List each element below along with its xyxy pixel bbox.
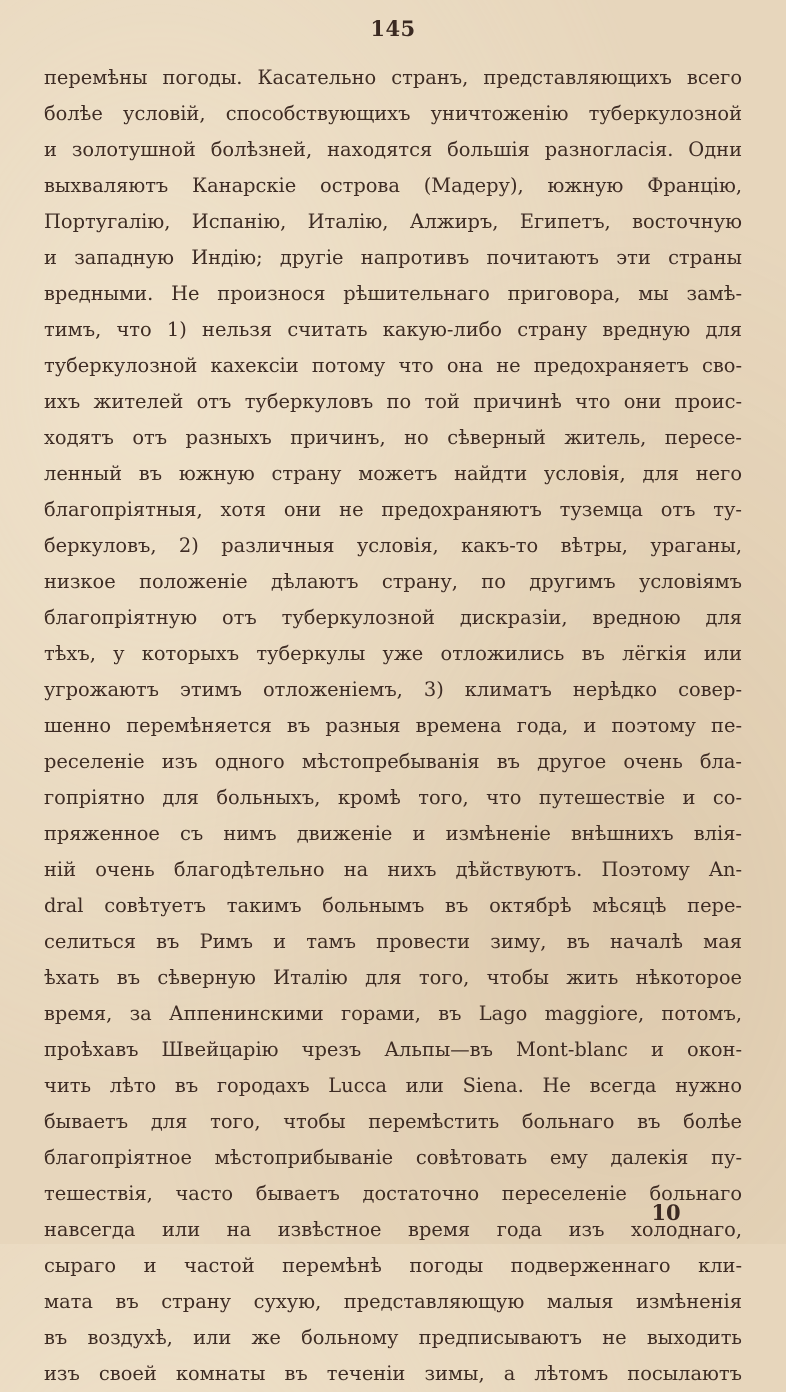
text-line: ходятъ отъ разныхъ причинъ, но сѣверный житель, пересе- [44, 426, 742, 449]
text-line: туберкулозной кахексіи потому что она не предохраняетъ сво- [44, 354, 742, 377]
text-line: болѣе условій, способствующихъ уничтоженію туберкулозной [44, 102, 742, 125]
text-line: ній очень благодѣтельно на нихъ дѣйствуютъ. Поэтому An- [44, 858, 742, 881]
text-line: шенно перемѣняется въ разныя времена года, и поэтому пе- [44, 714, 742, 737]
signature-mark: 10 [651, 1200, 681, 1225]
text-line: тешествія, часто бываетъ достаточно переселеніе больнаго [44, 1182, 742, 1205]
text-line: въ воздухѣ, или же больному предписываютъ не выходить [44, 1326, 742, 1349]
text-line: гопріятно для больныхъ, кромѣ того, что путешествіе и со- [44, 786, 742, 809]
text-line: тимъ, что 1) нельзя считать какую-либо страну вредную для [44, 318, 742, 341]
text-line: dral совѣтуетъ такимъ больнымъ въ октябрѣ мѣсяцѣ пере- [44, 894, 742, 917]
text-line: благопріятное мѣстоприбываніе совѣтовать ему далекія пу- [44, 1146, 742, 1169]
text-line: селиться въ Римъ и тамъ провести зиму, въ началѣ мая [44, 930, 742, 953]
text-line: навсегда или на извѣстное время года изъ холоднаго, [44, 1218, 742, 1241]
text-line: беркуловъ, 2) различныя условія, какъ-то вѣтры, ураганы, [44, 534, 742, 557]
page-number: 145 [370, 16, 416, 41]
text-line: бываетъ для того, чтобы перемѣстить больнаго въ болѣе [44, 1110, 742, 1133]
text-line: чить лѣто въ городахъ Lucca или Siena. Не всегда нужно [44, 1074, 742, 1097]
text-line: пряженное съ нимъ движеніе и измѣненіе внѣшнихъ влія- [44, 822, 742, 845]
text-line: тѣхъ, у которыхъ туберкулы уже отложились въ лёгкія или [44, 642, 742, 665]
text-line: мата въ страну сухую, представляющую малыя измѣненія [44, 1290, 742, 1313]
text-line: низкое положеніе дѣлаютъ страну, по другимъ условіямъ [44, 570, 742, 593]
text-line: вредными. Не произнося рѣшительнаго приговора, мы замѣ- [44, 282, 742, 305]
text-line: время, за Аппенинскими горами, въ Lago maggiore, потомъ, [44, 1002, 742, 1025]
text-line: благопріятную отъ туберкулозной дискразіи, вредною для [44, 606, 742, 629]
body-text [44, 60, 742, 1392]
text-line: ихъ жителей отъ туберкуловъ по той причинѣ что они проис- [44, 390, 742, 413]
text-line: и золотушной болѣзней, находятся большія разногласія. Одни [44, 138, 742, 161]
text-line: ленный въ южную страну можетъ найдти условія, для него [44, 462, 742, 485]
text-line: угрожаютъ этимъ отложеніемъ, 3) климатъ нерѣдко совер- [44, 678, 742, 701]
text-line: реселеніе изъ одного мѣстопребыванія въ другое очень бла- [44, 750, 742, 773]
text-line: изъ своей комнаты въ теченіи зимы, а лѣтомъ посылаютъ [44, 1362, 742, 1385]
text-line: сыраго и частой перемѣнѣ погоды подверженнаго кли- [44, 1254, 742, 1277]
text-line: благопріятныя, хотя они не предохраняютъ туземца отъ ту- [44, 498, 742, 521]
text-line: и западную Индію; другіе напротивъ почитаютъ эти страны [44, 246, 742, 269]
text-line: Португалію, Испанію, Италію, Алжиръ, Египетъ, восточную [44, 210, 742, 233]
text-line: выхваляютъ Канарскіе острова (Мадеру), южную Францію, [44, 174, 742, 197]
text-line: проѣхавъ Швейцарію чрезъ Альпы—въ Mont-blanc и окон- [44, 1038, 742, 1061]
text-line: перемѣны погоды. Касательно странъ, представляющихъ всего [44, 66, 742, 89]
text-line: ѣхать въ сѣверную Италію для того, чтобы жить нѣкоторое [44, 966, 742, 989]
